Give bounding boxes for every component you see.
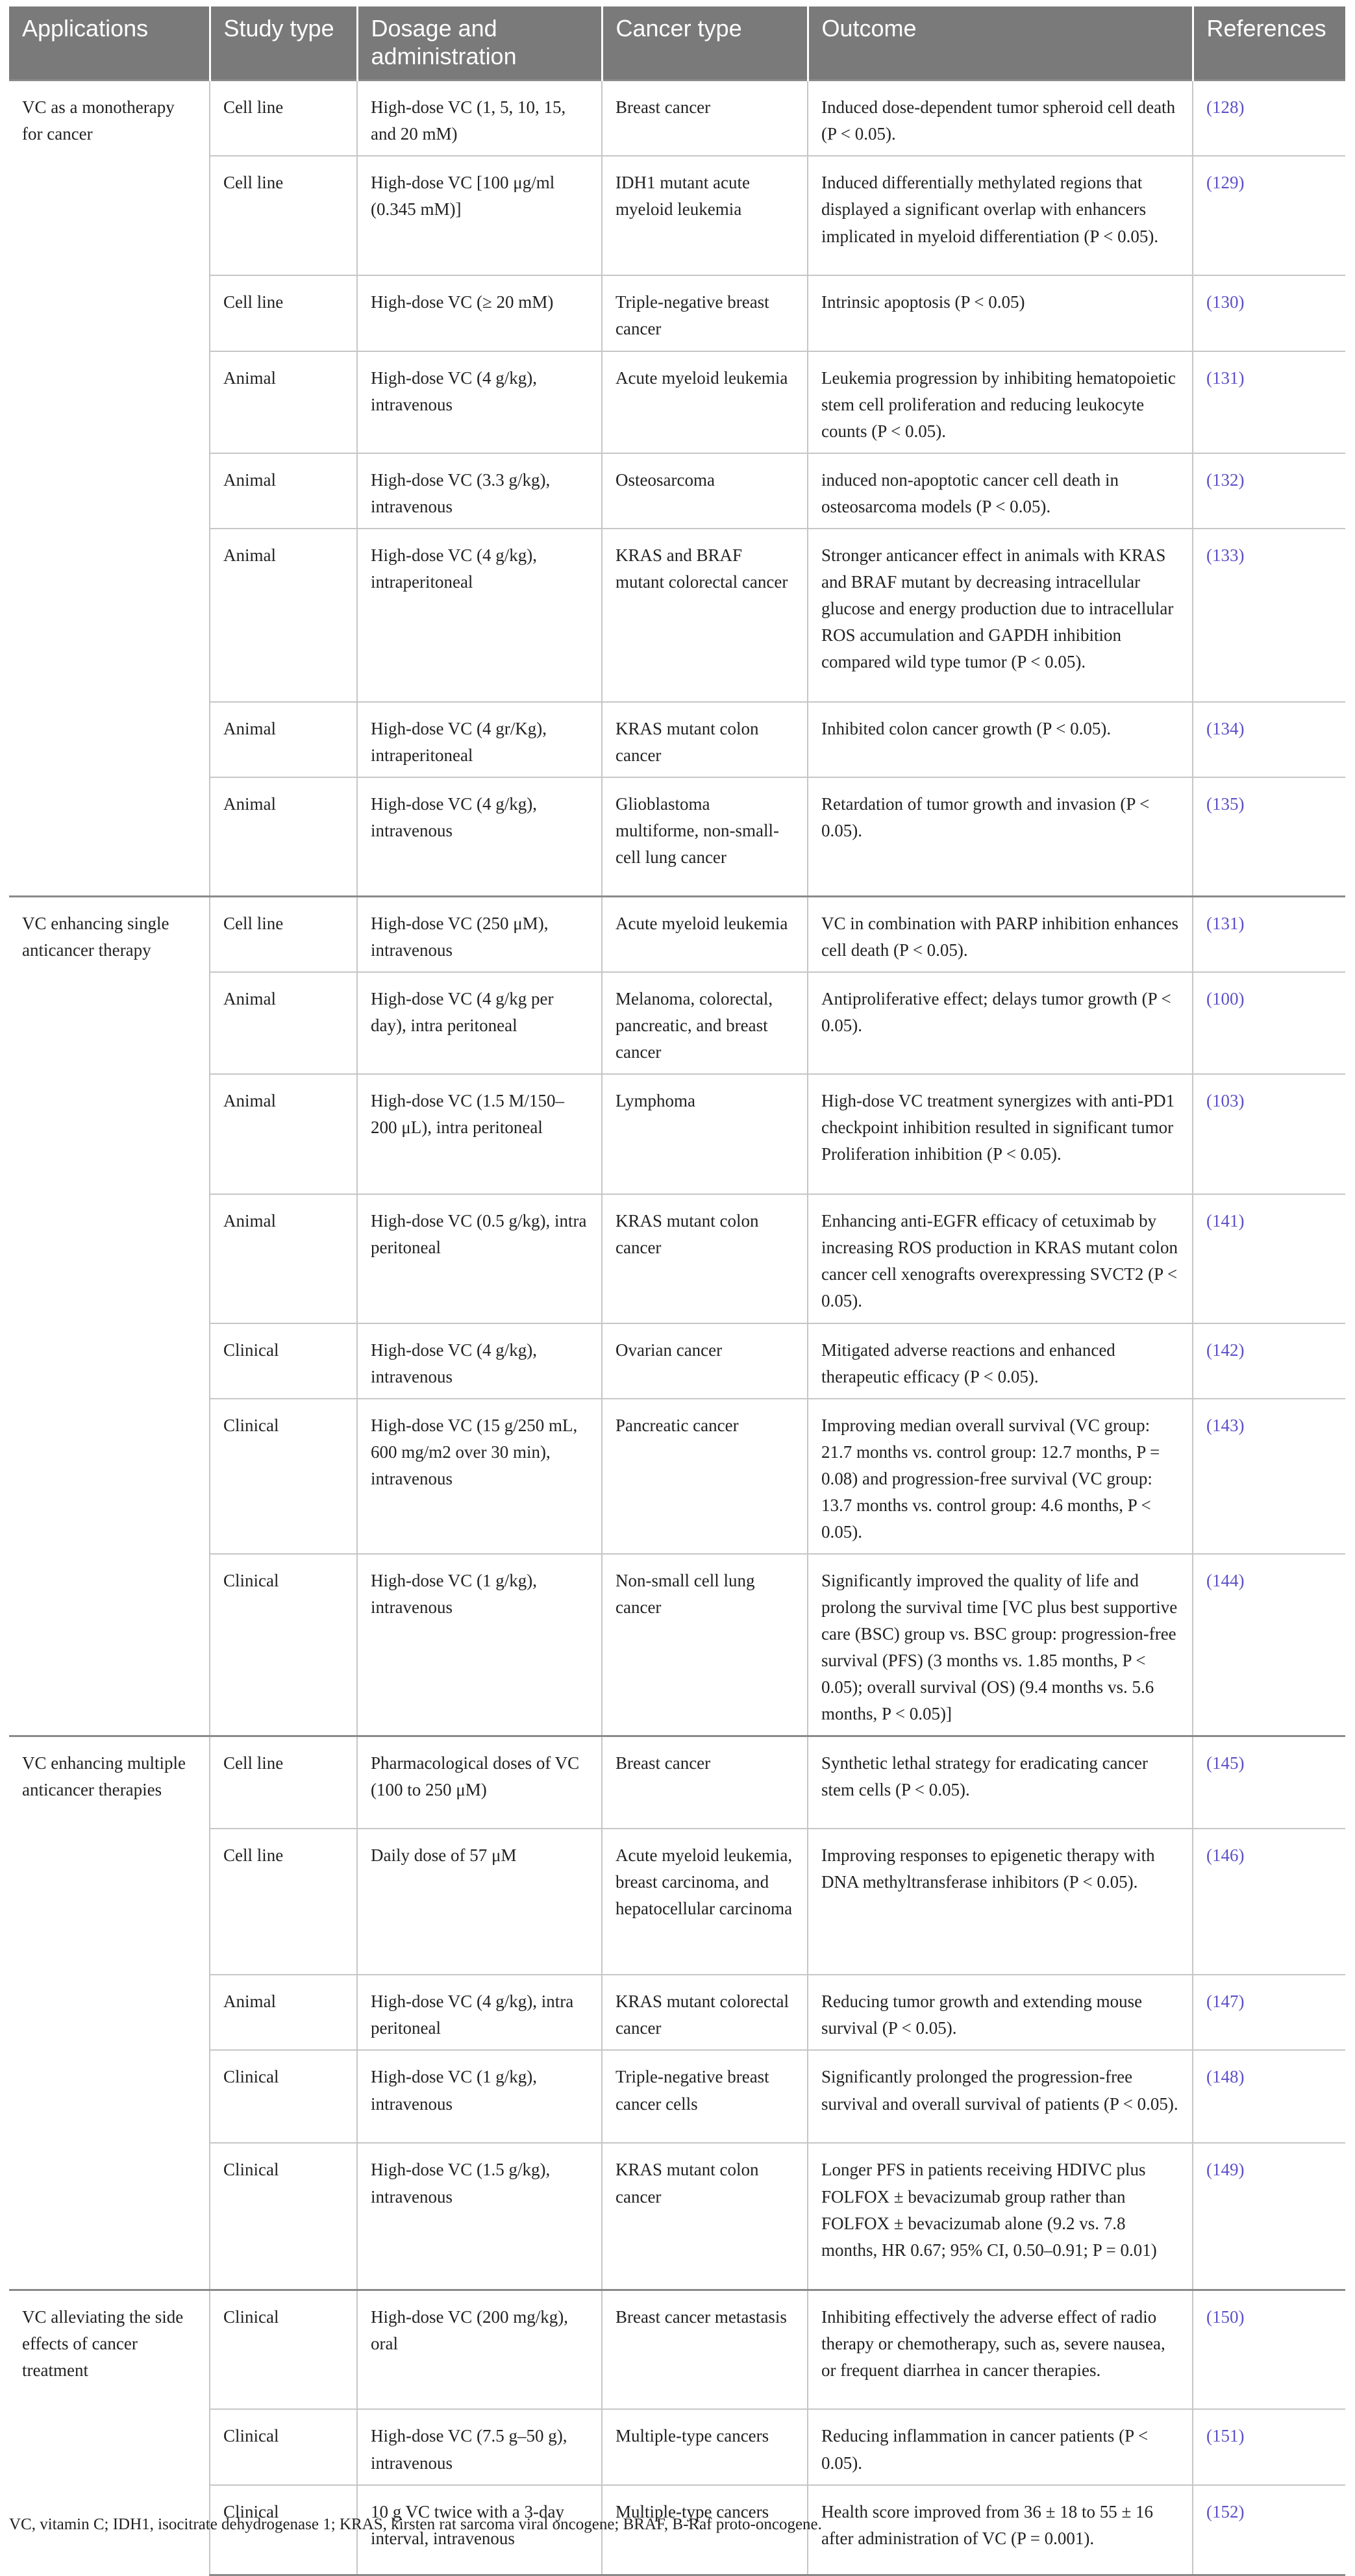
table-body	[9, 81, 1345, 2575]
cancer-type-cell: Pancreatic cancer	[602, 1399, 808, 1554]
outcome-cell: Significantly prolonged the progression-free survival and overall survival of patients (P < 0.05).	[808, 2050, 1193, 2143]
study-type-cell: Animal	[210, 529, 357, 702]
dosage-cell: High-dose VC (4 g/kg per day), intra peritoneal	[357, 972, 602, 1074]
reference-link[interactable]: (132)	[1193, 453, 1345, 529]
outcome-cell: Improving responses to epigenetic therapy with DNA methyltransferase inhibitors (P < 0.05).	[808, 1829, 1193, 1975]
study-type-cell: Animal	[210, 1194, 357, 1323]
table-row	[9, 453, 1345, 529]
reference-link[interactable]: (135)	[1193, 777, 1345, 897]
dosage-cell: High-dose VC (1, 5, 10, 15, and 20 mM)	[357, 81, 602, 156]
cancer-type-cell: Multiple-type cancers	[602, 2485, 808, 2575]
cancer-type-cell: Acute myeloid leukemia	[602, 897, 808, 973]
outcome-cell: Stronger anticancer effect in animals with KRAS and BRAF mutant by decreasing intracellular glucose and energy production due to intracellular ROS accumulation and GAPDH inhibition compared wild type tumor (P < 0.05).	[808, 529, 1193, 702]
header-references: References	[1193, 6, 1345, 81]
cancer-type-cell: KRAS mutant colorectal cancer	[602, 1975, 808, 2050]
cancer-type-cell: Triple-negative breast cancer cells	[602, 2050, 808, 2143]
reference-link[interactable]: (150)	[1193, 2290, 1345, 2409]
study-type-cell: Animal	[210, 702, 357, 777]
outcome-cell: VC in combination with PARP inhibition enhances cell death (P < 0.05).	[808, 897, 1193, 973]
dosage-cell: High-dose VC (1 g/kg), intravenous	[357, 1554, 602, 1736]
dosage-cell: Pharmacological doses of VC (100 to 250 μM)	[357, 1736, 602, 1829]
dosage-cell: High-dose VC (4 g/kg), intravenous	[357, 777, 602, 897]
outcome-cell: induced non-apoptotic cancer cell death in osteosarcoma models (P < 0.05).	[808, 453, 1193, 529]
dosage-cell: High-dose VC (4 g/kg), intravenous	[357, 1323, 602, 1399]
study-type-cell: Clinical	[210, 1399, 357, 1554]
study-type-cell: Clinical	[210, 1554, 357, 1736]
header-row	[9, 6, 1345, 81]
table-row	[9, 351, 1345, 453]
reference-link[interactable]: (128)	[1193, 81, 1345, 156]
outcome-cell: High-dose VC treatment synergizes with anti-PD1 checkpoint inhibition resulted in significant tumor Proliferation inhibition (P < 0.05).	[808, 1074, 1193, 1194]
reference-link[interactable]: (131)	[1193, 897, 1345, 973]
table-row	[9, 2290, 1345, 2409]
study-type-cell: Cell line	[210, 1829, 357, 1975]
outcome-cell: Improving median overall survival (VC group: 21.7 months vs. control group: 12.7 months, P = 0.08) and progression-free survival (VC group: 13.7 months vs. control group: 4.6 months, P < 0.05).	[808, 1399, 1193, 1554]
study-type-cell: Cell line	[210, 81, 357, 156]
dosage-cell: High-dose VC (200 mg/kg), oral	[357, 2290, 602, 2409]
study-type-cell: Clinical	[210, 2485, 357, 2575]
outcome-cell: Antiproliferative effect; delays tumor growth (P < 0.05).	[808, 972, 1193, 1074]
reference-link[interactable]: (152)	[1193, 2485, 1345, 2575]
dosage-cell: High-dose VC (1.5 M/150–200 μL), intra peritoneal	[357, 1074, 602, 1194]
cancer-type-cell: Non-small cell lung cancer	[602, 1554, 808, 1736]
outcome-cell: Leukemia progression by inhibiting hematopoietic stem cell proliferation and reducing leukocyte counts (P < 0.05).	[808, 351, 1193, 453]
dosage-cell: High-dose VC (4 g/kg), intra peritoneal	[357, 1975, 602, 2050]
header-outcome: Outcome	[808, 6, 1193, 81]
cancer-type-cell: Breast cancer	[602, 1736, 808, 1829]
table-row	[9, 156, 1345, 275]
application-cell: VC enhancing single anticancer therapy	[9, 897, 210, 1736]
dosage-cell: Daily dose of 57 μM	[357, 1829, 602, 1975]
study-type-cell: Cell line	[210, 897, 357, 973]
dosage-cell: 10 g VC twice with a 3-day interval, intravenous	[357, 2485, 602, 2575]
table-row	[9, 1323, 1345, 1399]
table-row	[9, 897, 1345, 973]
reference-link[interactable]: (142)	[1193, 1323, 1345, 1399]
reference-link[interactable]: (131)	[1193, 351, 1345, 453]
application-cell: VC as a monotherapy for cancer	[9, 81, 210, 897]
table-row	[9, 2143, 1345, 2290]
cancer-type-cell: Breast cancer metastasis	[602, 2290, 808, 2409]
study-type-cell: Clinical	[210, 1323, 357, 1399]
header-cancer-type: Cancer type	[602, 6, 808, 81]
table-row	[9, 1194, 1345, 1323]
dosage-cell: High-dose VC (7.5 g–50 g), intravenous	[357, 2409, 602, 2484]
reference-link[interactable]: (100)	[1193, 972, 1345, 1074]
study-type-cell: Animal	[210, 453, 357, 529]
dosage-cell: High-dose VC (1 g/kg), intravenous	[357, 2050, 602, 2143]
outcome-cell: Mitigated adverse reactions and enhanced therapeutic efficacy (P < 0.05).	[808, 1323, 1193, 1399]
outcome-cell: Intrinsic apoptosis (P < 0.05)	[808, 275, 1193, 351]
reference-link[interactable]: (144)	[1193, 1554, 1345, 1736]
outcome-cell: Inhibiting effectively the adverse effect of radio therapy or chemotherapy, such as, severe nausea, or frequent diarrhea in cancer therapies.	[808, 2290, 1193, 2409]
study-type-cell: Animal	[210, 1975, 357, 2050]
table-row	[9, 81, 1345, 156]
header-study-type: Study type	[210, 6, 357, 81]
outcome-cell: Inhibited colon cancer growth (P < 0.05).	[808, 702, 1193, 777]
reference-link[interactable]: (141)	[1193, 1194, 1345, 1323]
dosage-cell: High-dose VC (1.5 g/kg), intravenous	[357, 2143, 602, 2290]
study-type-cell: Cell line	[210, 1736, 357, 1829]
dosage-cell: High-dose VC (4 g/kg), intravenous	[357, 351, 602, 453]
study-type-cell: Cell line	[210, 275, 357, 351]
table-row	[9, 1074, 1345, 1194]
reference-link[interactable]: (148)	[1193, 2050, 1345, 2143]
study-type-cell: Animal	[210, 972, 357, 1074]
dosage-cell: High-dose VC (250 μM), intravenous	[357, 897, 602, 973]
reference-link[interactable]: (103)	[1193, 1074, 1345, 1194]
table-row	[9, 972, 1345, 1074]
outcome-cell: Health score improved from 36 ± 18 to 55 ± 16 after administration of VC (P = 0.001).	[808, 2485, 1193, 2575]
header-applications: Applications	[9, 6, 210, 81]
table-row	[9, 1975, 1345, 2050]
table-row	[9, 702, 1345, 777]
reference-link[interactable]: (146)	[1193, 1829, 1345, 1975]
table-row	[9, 2050, 1345, 2143]
cancer-type-cell: Melanoma, colorectal, pancreatic, and breast cancer	[602, 972, 808, 1074]
outcome-cell: Reducing tumor growth and extending mouse survival (P < 0.05).	[808, 1975, 1193, 2050]
table-row	[9, 2409, 1345, 2484]
reference-link[interactable]: (134)	[1193, 702, 1345, 777]
reference-link[interactable]: (133)	[1193, 529, 1345, 702]
reference-link[interactable]: (143)	[1193, 1399, 1345, 1554]
application-cell: VC alleviating the side effects of cancer treatment	[9, 2290, 210, 2575]
study-type-cell: Animal	[210, 1074, 357, 1194]
outcome-cell: Enhancing anti-EGFR efficacy of cetuximab by increasing ROS production in KRAS mutant colon cancer cell xenografts overexpressing SVCT2 (P < 0.05).	[808, 1194, 1193, 1323]
study-type-cell: Clinical	[210, 2290, 357, 2409]
table-row	[9, 1829, 1345, 1975]
cancer-type-cell: Acute myeloid leukemia	[602, 351, 808, 453]
cancer-type-cell: KRAS mutant colon cancer	[602, 1194, 808, 1323]
table-row	[9, 1736, 1345, 1829]
outcome-cell: Significantly improved the quality of life and prolong the survival time [VC plus best supportive care (BSC) group vs. BSC group: progression-free survival (PFS) (3 months vs. 1.85 months, P < 0.05); overall survival (OS) (9.4 months vs. 5.6 months, P < 0.05)]	[808, 1554, 1193, 1736]
dosage-cell: High-dose VC (4 gr/Kg), intraperitoneal	[357, 702, 602, 777]
cancer-type-cell: Triple-negative breast cancer	[602, 275, 808, 351]
dosage-cell: High-dose VC (15 g/250 mL, 600 mg/m2 over 30 min), intravenous	[357, 1399, 602, 1554]
table-row	[9, 529, 1345, 702]
outcome-cell: Induced dose-dependent tumor spheroid cell death (P < 0.05).	[808, 81, 1193, 156]
header-dosage: Dosage and administration	[357, 6, 602, 81]
study-type-cell: Clinical	[210, 2409, 357, 2484]
dosage-cell: High-dose VC (0.5 g/kg), intra peritoneal	[357, 1194, 602, 1323]
outcome-cell: Longer PFS in patients receiving HDIVC plus FOLFOX ± bevacizumab group rather than FOLFOX ± bevacizumab alone (9.2 vs. 7.8 months, HR 0.67; 95% CI, 0.50–0.91; P = 0.01)	[808, 2143, 1193, 2290]
dosage-cell: High-dose VC (4 g/kg), intraperitoneal	[357, 529, 602, 702]
reference-link[interactable]: (147)	[1193, 1975, 1345, 2050]
dosage-cell: High-dose VC (3.3 g/kg), intravenous	[357, 453, 602, 529]
study-type-cell: Cell line	[210, 156, 357, 275]
study-type-cell: Animal	[210, 777, 357, 897]
cancer-type-cell: Osteosarcoma	[602, 453, 808, 529]
table-row	[9, 777, 1345, 897]
reference-link[interactable]: (151)	[1193, 2409, 1345, 2484]
reference-link[interactable]: (130)	[1193, 275, 1345, 351]
cancer-type-cell: IDH1 mutant acute myeloid leukemia	[602, 156, 808, 275]
dosage-cell: High-dose VC [100 μg/ml (0.345 mM)]	[357, 156, 602, 275]
cancer-type-cell: Glioblastoma multiforme, non-small-cell lung cancer	[602, 777, 808, 897]
outcome-cell: Reducing inflammation in cancer patients (P < 0.05).	[808, 2409, 1193, 2484]
table-row	[9, 1399, 1345, 1554]
application-cell: VC enhancing multiple anticancer therapies	[9, 1736, 210, 2290]
reference-link[interactable]: (149)	[1193, 2143, 1345, 2290]
outcome-cell: Synthetic lethal strategy for eradicating cancer stem cells (P < 0.05).	[808, 1736, 1193, 1829]
outcome-cell: Induced differentially methylated regions that displayed a significant overlap with enhancers implicated in myeloid differentiation (P < 0.05).	[808, 156, 1193, 275]
table-header	[9, 6, 1345, 81]
reference-link[interactable]: (129)	[1193, 156, 1345, 275]
cancer-type-cell: Breast cancer	[602, 81, 808, 156]
study-type-cell: Animal	[210, 351, 357, 453]
table-row	[9, 1554, 1345, 1736]
cancer-type-cell: Multiple-type cancers	[602, 2409, 808, 2484]
cancer-type-cell: Ovarian cancer	[602, 1323, 808, 1399]
cancer-type-cell: KRAS mutant colon cancer	[602, 2143, 808, 2290]
cancer-type-cell: KRAS and BRAF mutant colorectal cancer	[602, 529, 808, 702]
table-row	[9, 275, 1345, 351]
cancer-type-cell: KRAS mutant colon cancer	[602, 702, 808, 777]
outcome-cell: Retardation of tumor growth and invasion (P < 0.05).	[808, 777, 1193, 897]
study-type-cell: Clinical	[210, 2050, 357, 2143]
cancer-type-cell: Acute myeloid leukemia, breast carcinoma, and hepatocellular carcinoma	[602, 1829, 808, 1975]
dosage-cell: High-dose VC (≥ 20 mM)	[357, 275, 602, 351]
table-footnote: VC, vitamin C; IDH1, isocitrate dehydrogenase 1; KRAS, kirsten rat sarcoma viral oncogene; BRAF, B-Raf proto-oncogene.	[9, 2516, 822, 2533]
study-type-cell: Clinical	[210, 2143, 357, 2290]
cancer-type-cell: Lymphoma	[602, 1074, 808, 1194]
vitamin-c-studies-table	[9, 6, 1345, 2576]
reference-link[interactable]: (145)	[1193, 1736, 1345, 1829]
